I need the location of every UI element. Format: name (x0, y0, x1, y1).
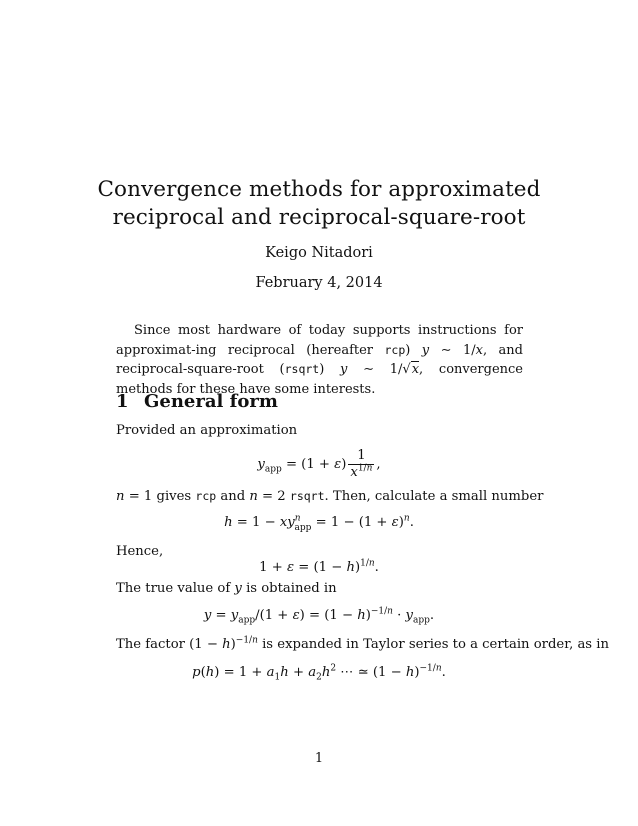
equation-5: $p(h) = 1 + a_1h + a_2h^2$ ⋯ ≃ $(1 - h)^{-1/n}$. (192, 663, 446, 683)
equation-1: $y_{app} = (1 + \varepsilon)$ $\frac{1}{x^{1/n}}$ , (257, 448, 381, 480)
page-number: 1 (314, 751, 324, 766)
paragraph-5-text-a: The factor (116, 637, 190, 652)
abstract-text-3: , and reciprocal-square-root ( (116, 342, 523, 377)
date: February 4, 2014 (255, 275, 383, 291)
abstract-paragraph (116, 321, 523, 399)
paragraph-4-text-a: The true value of (116, 581, 235, 596)
rcp-code: rcp (384, 342, 406, 357)
abstract-text-5: , convergence methods for these have some interests. (116, 362, 524, 397)
abstract-text-4: ) (319, 362, 341, 377)
paragraph-5-text-b: is expanded in Taylor series to a certain order, as in (257, 637, 609, 652)
equation-4: $y = y_{app}/(1 + \varepsilon) = (1 - h)^{-1/n} \cdot y_{app}$. (203, 606, 435, 626)
rcp-code-2: rcp (195, 489, 217, 503)
rsqrt-code-2: rsqrt (289, 489, 325, 503)
paragraph-5: The factor $(1 - h)^{-1/n}$ is expanded in Taylor series to a certain order, as in (116, 635, 609, 652)
paragraph-2: n = 1 gives rcp and n = 2 rsqrt. Then, calculate a small number (116, 489, 544, 504)
title-line-1: Convergence methods for approximated (97, 177, 541, 202)
paragraph-4-text-b: is obtained in (241, 581, 337, 596)
title-line-2: reciprocal and reciprocal-square-root (112, 205, 526, 230)
paragraph-2-text-b: and (216, 489, 250, 504)
section-heading (116, 391, 278, 412)
paragraph-1: Provided an approximation (116, 423, 298, 438)
author: Keigo Nitadori (265, 245, 373, 261)
paragraph-2-text-a: = 1 gives (124, 489, 196, 504)
math-rcp-approx: y ∼ 1/x (421, 342, 483, 358)
math-rsqrt-approx: y ∼ 1/√x (340, 362, 420, 377)
rsqrt-code: rsqrt (284, 362, 320, 376)
paragraph-2-text-d: . Then, calculate a small number (324, 489, 544, 504)
paragraph-4: The true value of y is obtained in (116, 581, 337, 596)
paragraph-3: Hence, (116, 544, 164, 559)
equation-3: $1 + \varepsilon = (1 - h)^{1/n}$. (259, 558, 379, 575)
abstract-text-1: Since most hardware of today supports instructions for approximat-ing reciprocal (hereafter (116, 323, 523, 358)
section-number: 1 (116, 391, 129, 412)
abstract (116, 321, 523, 399)
paragraph-2-text-c: = 2 (257, 489, 290, 504)
fraction: $\frac{1}{x^{1/n}}$ (350, 448, 373, 480)
abstract-text-2: ) (405, 342, 422, 358)
equation-2: $h = 1 - xy^n_{app} = 1 - (1 + \varepsilon)^n$. (224, 513, 414, 533)
section-title: General form (144, 391, 278, 412)
